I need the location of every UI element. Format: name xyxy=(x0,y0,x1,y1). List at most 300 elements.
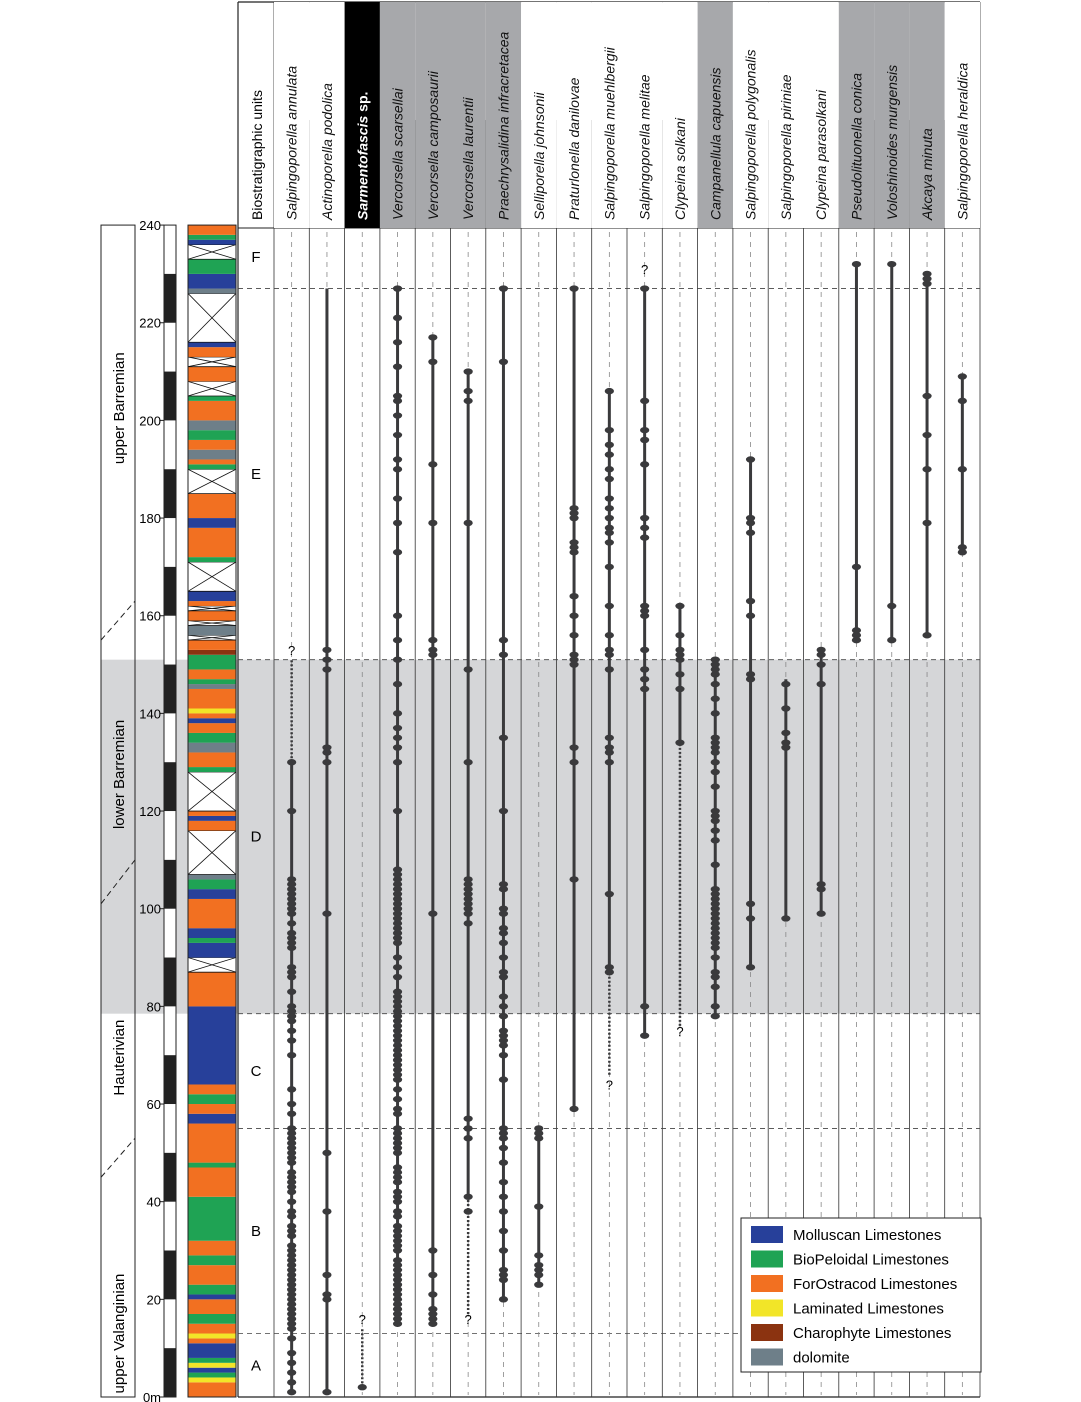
occurrence-point xyxy=(393,964,402,970)
occurrence-point xyxy=(605,388,614,394)
lithology-bed xyxy=(188,733,236,743)
taxon-name xyxy=(848,73,864,220)
taxon-name xyxy=(672,117,688,220)
genus-name: Sarmentofascis xyxy=(354,115,371,220)
occurrence-point xyxy=(569,505,578,511)
lithology-bed xyxy=(188,928,236,938)
occurrence-point xyxy=(428,647,437,653)
occurrence-point xyxy=(605,735,614,741)
legend-label: ForOstracod Limestones xyxy=(793,1276,958,1293)
scale-segment xyxy=(164,860,176,909)
occurrence-point xyxy=(499,969,508,975)
occurrence-point xyxy=(287,1198,296,1204)
occurrence-point xyxy=(287,1111,296,1117)
lithology-bed xyxy=(188,1006,236,1084)
occurrence-point xyxy=(287,1389,296,1395)
occurrence-point xyxy=(605,505,614,511)
species-name: laurentii xyxy=(460,97,477,147)
occurrence-point xyxy=(852,627,861,633)
occurrence-point xyxy=(569,632,578,638)
occurrence-point xyxy=(322,1389,331,1395)
occurrence-point xyxy=(711,735,720,741)
occurrence-point xyxy=(464,1194,473,1200)
occurrence-point xyxy=(322,1150,331,1156)
occurrence-point xyxy=(711,837,720,843)
thickness-scale xyxy=(139,218,176,1402)
occurrence-point xyxy=(393,1223,402,1229)
lithology-bed xyxy=(188,259,236,274)
occurrence-point xyxy=(499,652,508,658)
occurrence-point xyxy=(569,1106,578,1112)
occurrence-point xyxy=(393,759,402,765)
species-name: infracretacea xyxy=(495,31,512,113)
genus-name: Salpingoporella xyxy=(283,123,300,220)
occurrence-point xyxy=(746,598,755,604)
occurrence-point xyxy=(287,930,296,936)
occurrence-point xyxy=(958,398,967,404)
occurrence-point xyxy=(746,456,755,462)
lithology-bed xyxy=(188,723,236,733)
occurrence-point xyxy=(887,603,896,609)
lithology-bed xyxy=(188,821,236,831)
occurrence-point xyxy=(569,652,578,658)
lithology-bed xyxy=(188,274,236,289)
occurrence-point xyxy=(499,1013,508,1019)
occurrence-point xyxy=(393,1096,402,1102)
genus-name: Praechrysalidina xyxy=(495,116,512,220)
occurrence-point xyxy=(287,759,296,765)
scale-label: 0m xyxy=(142,1390,161,1402)
lithology-bed xyxy=(188,752,236,767)
lithology-bed xyxy=(188,1324,236,1334)
lithology-bed xyxy=(188,713,236,718)
lithology-bed xyxy=(188,879,236,889)
occurrence-point xyxy=(499,1003,508,1009)
genus-name: Selliporella xyxy=(530,151,547,220)
stage-boundary xyxy=(101,1138,135,1177)
lithology-bed xyxy=(188,494,236,518)
taxon-name xyxy=(566,77,582,220)
occurrence-point xyxy=(322,1291,331,1297)
taxon-name xyxy=(390,87,406,220)
occurrence-point xyxy=(393,1164,402,1170)
occurrence-point xyxy=(287,920,296,926)
occurrence-point xyxy=(852,564,861,570)
occurrence-point xyxy=(569,759,578,765)
occurrence-point xyxy=(605,744,614,750)
zone-label: E xyxy=(250,466,262,484)
occurrence-point xyxy=(287,1028,296,1034)
occurrence-point xyxy=(605,632,614,638)
zone-label: A xyxy=(250,1357,262,1375)
lithology-bed xyxy=(188,1358,236,1363)
occurrence-point xyxy=(817,661,826,667)
scale-label: 160 xyxy=(139,608,161,624)
occurrence-point xyxy=(887,261,896,267)
lithology-bed xyxy=(188,650,236,655)
lithology-bed xyxy=(188,640,236,650)
occurrence-point xyxy=(322,744,331,750)
genus-name: Akcaya xyxy=(919,174,936,220)
occurrence-point xyxy=(499,637,508,643)
occurrence-point xyxy=(746,530,755,536)
genus-name: Vercorsella xyxy=(389,150,406,220)
scale-segment xyxy=(164,1251,176,1300)
occurrence-point xyxy=(393,808,402,814)
occurrence-point xyxy=(499,1076,508,1082)
occurrence-point xyxy=(393,1189,402,1195)
occurrence-point xyxy=(287,1208,296,1214)
species-name: sp. xyxy=(354,91,371,112)
scale-label: 20 xyxy=(146,1292,161,1308)
occurrence-point xyxy=(569,876,578,882)
occurrence-point xyxy=(499,1052,508,1058)
occurrence-point xyxy=(287,1379,296,1385)
occurrence-point xyxy=(499,1228,508,1234)
occurrence-point xyxy=(499,1145,508,1151)
scale-label: 240 xyxy=(139,218,161,234)
occurrence-point xyxy=(428,1272,437,1278)
occurrence-point xyxy=(393,456,402,462)
occurrence-point xyxy=(287,1125,296,1131)
legend-swatch xyxy=(751,1324,783,1341)
lithology-bed xyxy=(188,1343,236,1358)
species-name: podolica xyxy=(318,83,335,136)
occurrence-point xyxy=(605,759,614,765)
occurrence-point xyxy=(711,656,720,662)
lithology-column xyxy=(188,225,236,1397)
occurrence-point xyxy=(499,285,508,291)
occurrence-point xyxy=(817,647,826,653)
occurrence-point xyxy=(464,876,473,882)
genus-name: Voloshinoides xyxy=(883,133,900,220)
taxon-name xyxy=(778,74,794,220)
occurrence-point xyxy=(499,1179,508,1185)
lithology-bed xyxy=(188,1167,236,1196)
occurrence-point xyxy=(746,671,755,677)
lithology-bed xyxy=(188,1363,236,1368)
occurrence-point xyxy=(287,989,296,995)
occurrence-point xyxy=(287,808,296,814)
zone-label: D xyxy=(250,828,262,846)
occurrence-point xyxy=(322,666,331,672)
occurrence-point xyxy=(711,886,720,892)
occurrence-point xyxy=(499,1296,508,1302)
scale-label: 60 xyxy=(146,1097,161,1113)
legend-swatch xyxy=(751,1300,783,1317)
lithology-bed xyxy=(188,528,236,557)
occurrence-point xyxy=(605,476,614,482)
lithology-bed xyxy=(188,1294,236,1299)
occurrence-point xyxy=(605,442,614,448)
occurrence-point xyxy=(781,730,790,736)
lithology-bed xyxy=(188,1285,236,1295)
lithology-bed xyxy=(188,401,236,421)
scale-segment xyxy=(164,469,176,518)
uncertain-mark: ? xyxy=(288,642,296,658)
occurrence-point xyxy=(640,534,649,540)
occurrence-point xyxy=(675,603,684,609)
occurrence-point xyxy=(393,466,402,472)
occurrence-point xyxy=(605,647,614,653)
lithology-bed xyxy=(188,611,236,621)
lithology-bed xyxy=(188,1084,236,1094)
taxon-name xyxy=(425,70,441,220)
occurrence-point xyxy=(711,696,720,702)
genus-name: Pseudolituonella xyxy=(848,117,865,220)
occurrence-point xyxy=(711,681,720,687)
occurrence-point xyxy=(393,637,402,643)
lithology-bed xyxy=(188,684,236,689)
stage-label: lower Barremian xyxy=(111,719,128,830)
occurrence-point xyxy=(287,1369,296,1375)
occurrence-point xyxy=(605,515,614,521)
occurrence-point xyxy=(711,759,720,765)
lithology-bed xyxy=(188,1314,236,1324)
lithology-bed xyxy=(188,943,236,958)
species-name: danilovae xyxy=(566,77,583,138)
lithology-bed xyxy=(188,625,236,635)
occurrence-point xyxy=(711,769,720,775)
occurrence-point xyxy=(640,1032,649,1038)
occurrence-point xyxy=(499,881,508,887)
lithology-bed xyxy=(188,1114,236,1124)
occurrence-point xyxy=(464,1115,473,1121)
occurrence-point xyxy=(711,862,720,868)
occurrence-point xyxy=(393,974,402,980)
lithology-legend xyxy=(741,1218,981,1372)
taxon-headers xyxy=(249,2,980,228)
taxon-name xyxy=(495,31,511,220)
occurrence-point xyxy=(499,906,508,912)
occurrence-point xyxy=(958,466,967,472)
occurrence-point xyxy=(605,427,614,433)
occurrence-point xyxy=(464,1208,473,1214)
species-name: polygonalis xyxy=(742,49,759,120)
occurrence-point xyxy=(322,656,331,662)
occurrence-point xyxy=(781,681,790,687)
occurrence-point xyxy=(817,910,826,916)
occurrence-point xyxy=(640,285,649,291)
lithology-bed xyxy=(188,1124,236,1163)
species-name: conica xyxy=(848,72,865,114)
scale-segment xyxy=(164,567,176,616)
scale-label: 200 xyxy=(139,413,161,429)
occurrence-point xyxy=(711,827,720,833)
genus-name: Salpingoporella xyxy=(742,123,759,220)
scale-label: 120 xyxy=(139,804,161,820)
occurrence-point xyxy=(605,891,614,897)
lithology-bed xyxy=(188,899,236,928)
lithology-bed xyxy=(188,743,236,753)
occurrence-point xyxy=(640,1003,649,1009)
species-name: parasolkani xyxy=(813,90,830,162)
genus-name: Vercorsella xyxy=(460,150,477,220)
occurrence-point xyxy=(640,461,649,467)
lithology-bed xyxy=(188,459,236,464)
lithology-bed xyxy=(188,1094,236,1104)
occurrence-point xyxy=(393,1257,402,1263)
scale-label: 80 xyxy=(146,999,161,1015)
occurrence-point xyxy=(605,466,614,472)
occurrence-point xyxy=(711,954,720,960)
lithology-bed xyxy=(188,767,236,772)
occurrence-point xyxy=(675,739,684,745)
genus-name: Clypeina xyxy=(671,165,688,220)
lithology-bed xyxy=(188,655,236,670)
occurrence-point xyxy=(464,759,473,765)
occurrence-point xyxy=(605,495,614,501)
occurrence-point xyxy=(393,1086,402,1092)
occurrence-point xyxy=(499,735,508,741)
occurrence-point xyxy=(287,1086,296,1092)
occurrence-point xyxy=(499,808,508,814)
species-name: capuensis xyxy=(707,67,724,131)
scale-segment xyxy=(164,372,176,421)
occurrence-point xyxy=(499,1267,508,1273)
occurrence-point xyxy=(817,881,826,887)
species-name: muehlbergii xyxy=(601,47,618,120)
occurrence-point xyxy=(464,520,473,526)
occurrence-point xyxy=(287,1101,296,1107)
occurrence-point xyxy=(534,1203,543,1209)
species-name: minuta xyxy=(919,128,936,171)
taxon-name xyxy=(531,91,547,220)
occurrence-point xyxy=(428,520,437,526)
occurrence-point xyxy=(393,1208,402,1214)
genus-name: Actinoporella xyxy=(318,139,335,220)
occurrence-point xyxy=(569,593,578,599)
occurrence-point xyxy=(746,901,755,907)
legend-label: Charophyte Limestones xyxy=(793,1325,952,1342)
occurrence-point xyxy=(287,1335,296,1341)
lithology-bed xyxy=(188,464,236,469)
occurrence-point xyxy=(605,603,614,609)
taxon-name xyxy=(319,83,335,221)
occurrence-point xyxy=(711,783,720,789)
lithology-bed xyxy=(188,972,236,1006)
scale-label: 100 xyxy=(139,901,161,917)
legend-label: BioPeloidal Limestones xyxy=(793,1251,949,1269)
lithology-bed xyxy=(188,1368,236,1373)
occurrence-point xyxy=(958,544,967,550)
species-name: murgensis xyxy=(883,64,900,130)
lithology-bed xyxy=(188,669,236,679)
occurrence-point xyxy=(569,285,578,291)
occurrence-point xyxy=(287,876,296,882)
zone-label: C xyxy=(250,1063,262,1081)
legend-swatch xyxy=(751,1349,783,1366)
scale-label: 40 xyxy=(146,1194,161,1210)
occurrence-point xyxy=(675,671,684,677)
occurrence-point xyxy=(605,564,614,570)
occurrence-point xyxy=(534,1262,543,1268)
occurrence-point xyxy=(675,632,684,638)
occurrence-point xyxy=(499,940,508,946)
occurrence-point xyxy=(393,656,402,662)
stage-label: upper Barremian xyxy=(111,352,128,465)
occurrence-point xyxy=(464,666,473,672)
occurrence-point xyxy=(922,520,931,526)
scale-segment xyxy=(164,762,176,811)
taxon-name xyxy=(743,50,759,220)
genus-name: Campanellula xyxy=(707,134,724,220)
occurrence-point xyxy=(287,1052,296,1058)
lithology-bed xyxy=(188,875,236,880)
uncertain-mark: ? xyxy=(605,1077,613,1093)
species-name: johnsonii xyxy=(530,92,547,148)
lithology-bed xyxy=(188,420,236,430)
occurrence-point xyxy=(287,1003,296,1009)
occurrence-point xyxy=(393,412,402,418)
occurrence-point xyxy=(428,1306,437,1312)
occurrence-point xyxy=(711,808,720,814)
legend-label: dolomite xyxy=(793,1349,850,1367)
occurrence-point xyxy=(322,1208,331,1214)
occurrence-point xyxy=(499,954,508,960)
legend-swatch xyxy=(751,1275,783,1292)
lithology-bed xyxy=(188,689,236,709)
occurrence-point xyxy=(428,461,437,467)
occurrence-point xyxy=(781,739,790,745)
occurrence-point xyxy=(781,705,790,711)
occurrence-point xyxy=(464,1135,473,1141)
occurrence-point xyxy=(640,676,649,682)
occurrence-point xyxy=(640,647,649,653)
lithology-bed xyxy=(188,816,236,821)
occurrence-point xyxy=(640,666,649,672)
occurrence-point xyxy=(499,1125,508,1131)
occurrence-point xyxy=(393,432,402,438)
occurrence-point xyxy=(640,686,649,692)
occurrence-point xyxy=(569,613,578,619)
stage-boundary xyxy=(101,601,135,640)
occurrence-point xyxy=(569,744,578,750)
occurrence-point xyxy=(393,393,402,399)
occurrence-point xyxy=(640,525,649,531)
occurrence-point xyxy=(393,710,402,716)
occurrence-point xyxy=(393,363,402,369)
occurrence-point xyxy=(393,613,402,619)
taxon-name xyxy=(884,65,900,220)
occurrence-point xyxy=(287,1242,296,1248)
occurrence-point xyxy=(393,1125,402,1131)
taxon-name xyxy=(460,97,476,220)
occurrence-point xyxy=(428,334,437,340)
stage-label: upper Valanginian xyxy=(111,1273,128,1394)
uncertain-mark: ? xyxy=(358,1311,366,1327)
occurrence-point xyxy=(287,1350,296,1356)
occurrence-point xyxy=(605,539,614,545)
genus-name: Salpingoporella xyxy=(601,123,618,220)
lithology-bed xyxy=(188,1197,236,1241)
header-label: Biostratigraphic units xyxy=(249,90,265,220)
occurrence-point xyxy=(922,271,931,277)
legend-label: Molluscan Limestones xyxy=(793,1227,942,1244)
scale-segment xyxy=(164,1055,176,1104)
occurrence-point xyxy=(711,710,720,716)
lithology-bed xyxy=(188,718,236,723)
occurrence-point xyxy=(640,437,649,443)
occurrence-point xyxy=(640,603,649,609)
species-name: heraldica xyxy=(954,62,971,120)
lithology-bed xyxy=(188,289,236,294)
occurrence-point xyxy=(605,666,614,672)
lithology-bed xyxy=(188,938,236,943)
taxon-name xyxy=(707,67,723,220)
occurrence-point xyxy=(358,1384,367,1390)
lithology-bed xyxy=(188,518,236,528)
